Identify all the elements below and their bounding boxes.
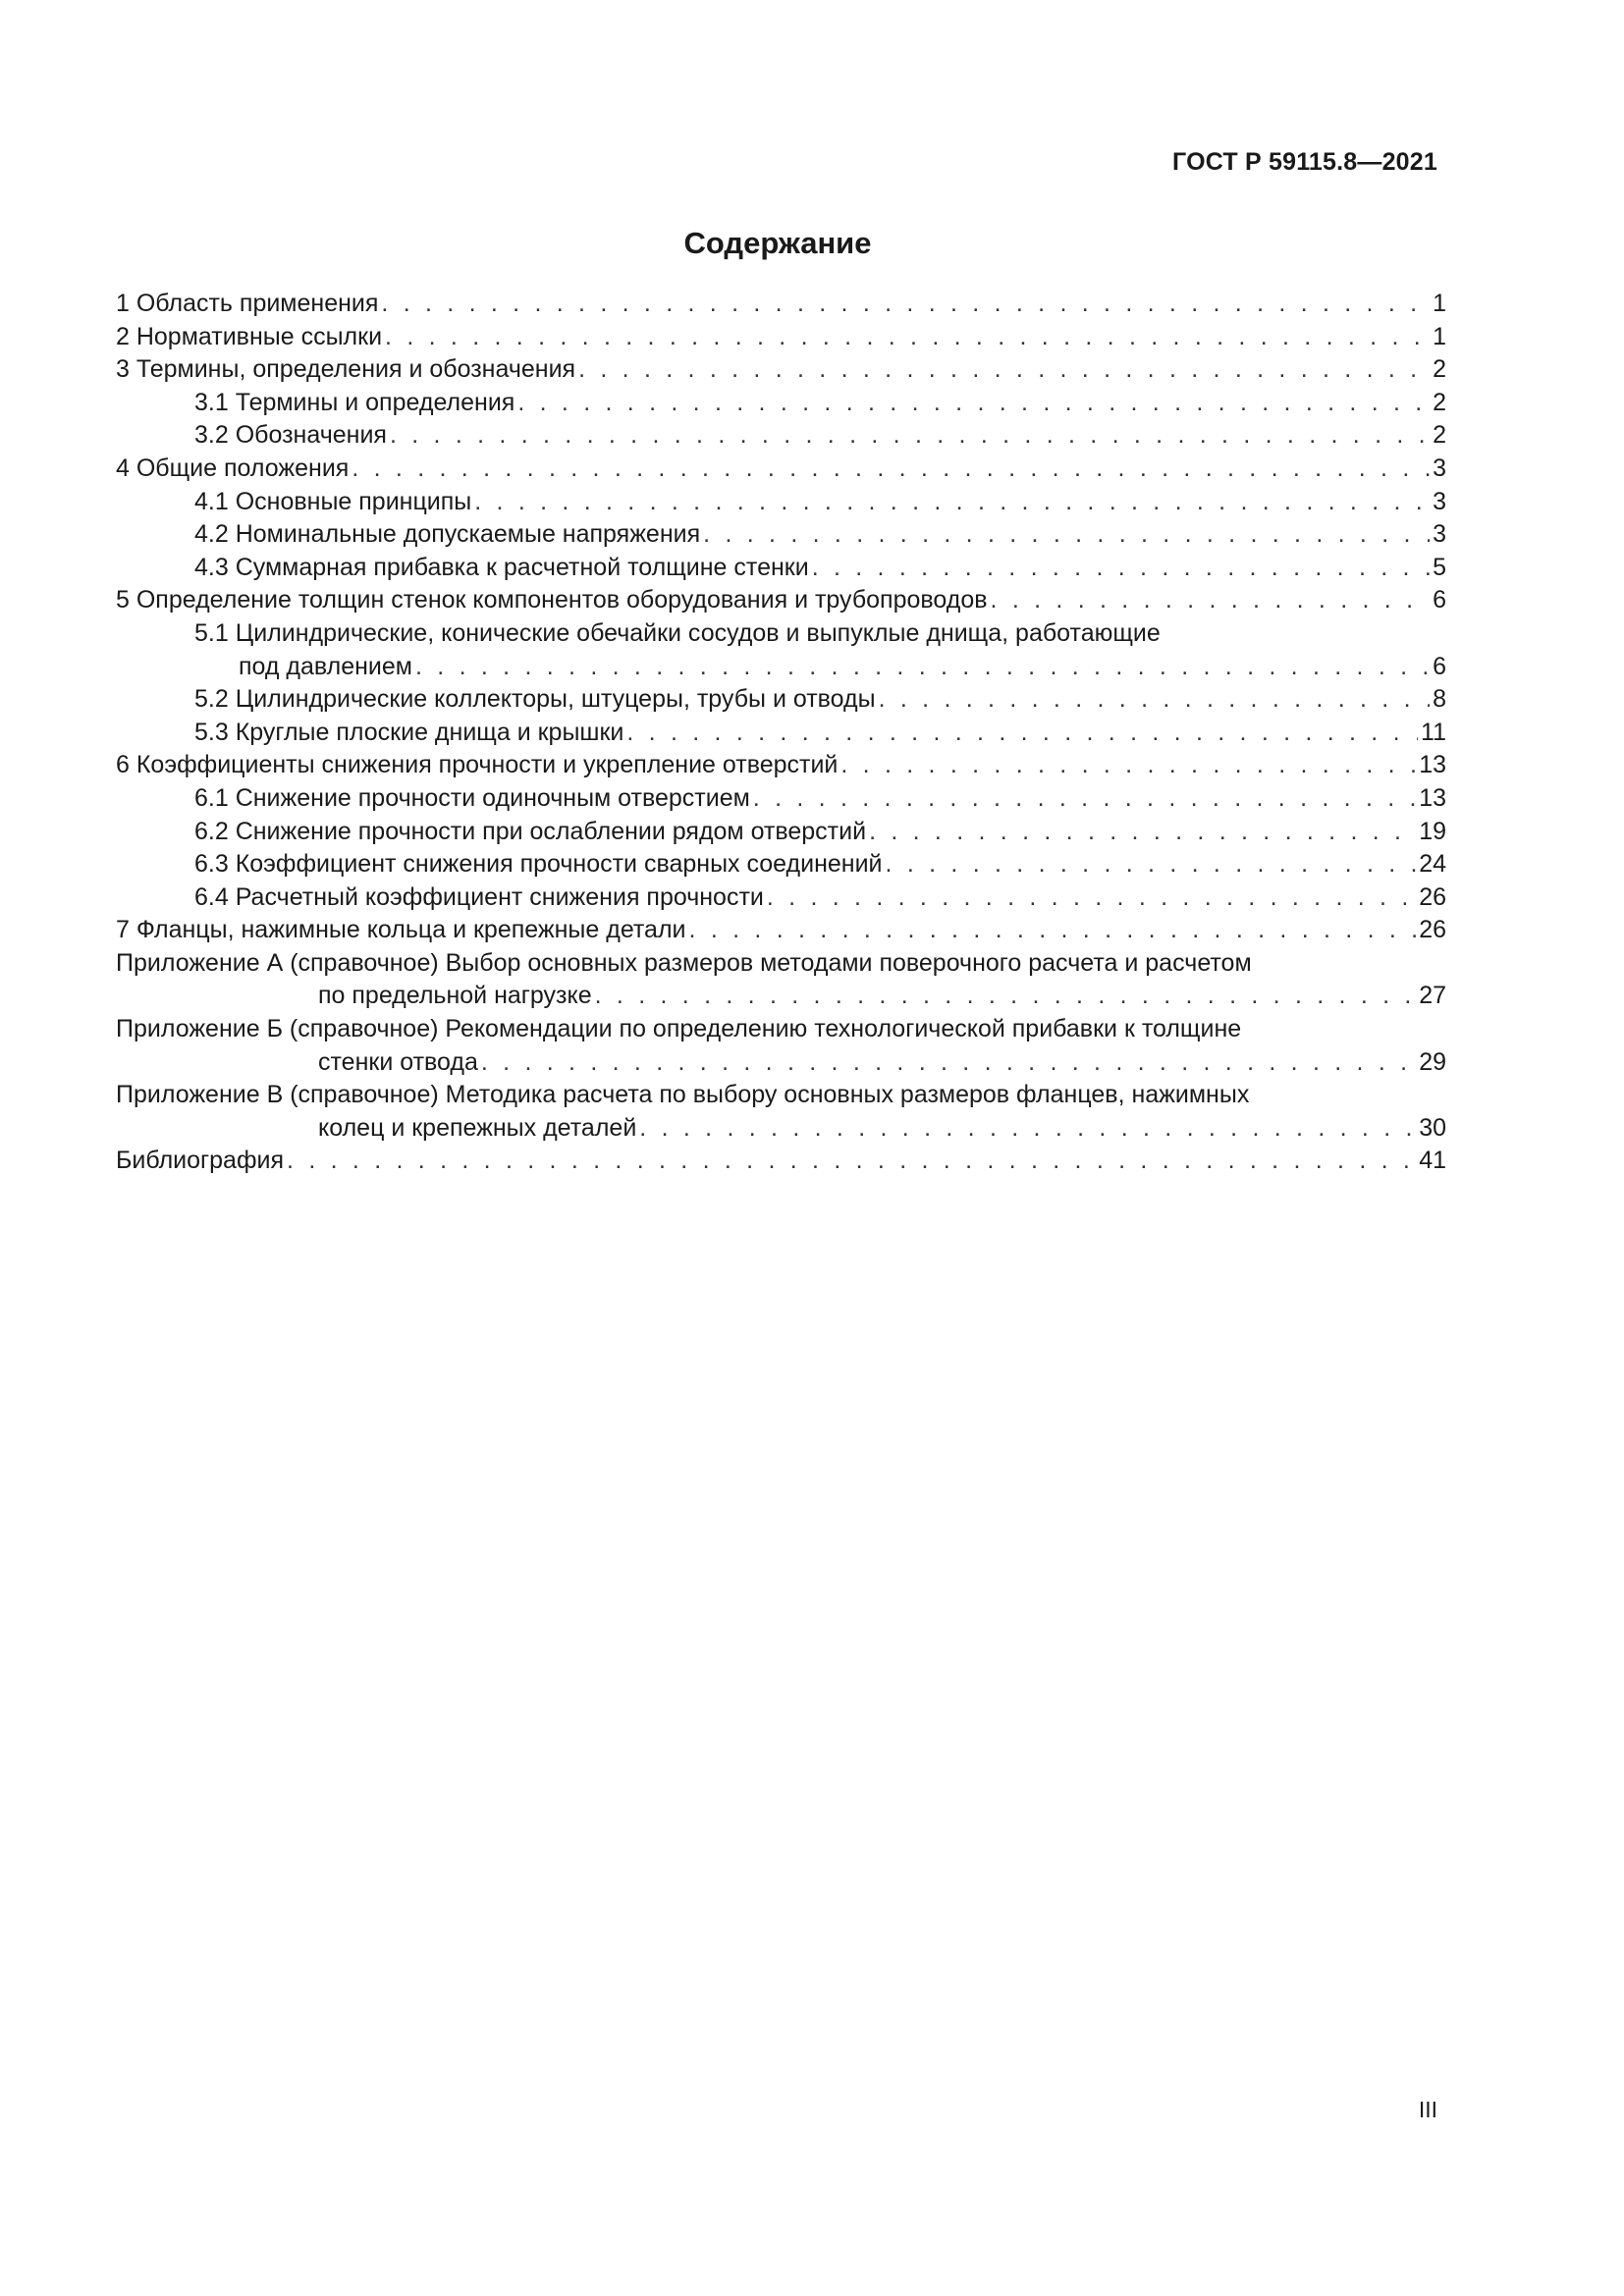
toc-subentry[interactable] xyxy=(116,683,1446,717)
toc-leader-dots xyxy=(352,453,1430,486)
toc-entry[interactable] xyxy=(116,914,1446,947)
toc-entry-page: 24 xyxy=(1419,850,1446,879)
toc-entry-page: 19 xyxy=(1419,817,1446,845)
toc-subentry[interactable] xyxy=(116,717,1446,750)
toc-subentry[interactable] xyxy=(116,419,1446,453)
toc-leader-dots xyxy=(991,584,1431,617)
toc-entry-page: 8 xyxy=(1433,685,1446,714)
toc-subentry[interactable] xyxy=(116,848,1446,881)
toc-entry-page: 41 xyxy=(1419,1147,1446,1175)
toc-subentry-continuation[interactable] xyxy=(116,651,1446,684)
toc-entry-text: Библиография xyxy=(116,1147,285,1175)
toc-entry-page: 6 xyxy=(1433,652,1446,680)
toc-entry-text: 3.1 Термины и определения xyxy=(194,388,515,416)
toc-entry-text: 5.2 Цилиндрические коллекторы, штуцеры, трубы и отводы xyxy=(194,685,876,714)
table-of-contents xyxy=(116,288,1446,1178)
toc-subentry[interactable] xyxy=(116,816,1446,849)
toc-leader-dots xyxy=(595,980,1417,1013)
toc-entry[interactable] xyxy=(116,453,1446,486)
toc-entry-page: 27 xyxy=(1419,982,1446,1010)
toc-leader-dots xyxy=(703,518,1430,552)
toc-entry-page: 30 xyxy=(1419,1113,1446,1142)
toc-entry-page: 26 xyxy=(1419,882,1446,911)
toc-entry-text-continuation: стенки отвода xyxy=(318,1047,478,1076)
toc-entry-text: 4.2 Номинальные допускаемые напряжения xyxy=(194,520,701,549)
toc-entry-page: 3 xyxy=(1433,454,1446,482)
toc-subentry[interactable] xyxy=(116,518,1446,552)
toc-leader-dots xyxy=(481,1046,1416,1080)
toc-entry[interactable] xyxy=(116,584,1446,617)
toc-title: Содержание xyxy=(683,226,872,260)
toc-subentry[interactable] xyxy=(116,387,1446,420)
toc-entry[interactable] xyxy=(116,1145,1446,1178)
toc-entry-text-continuation: колец и крепежных деталей xyxy=(318,1113,637,1142)
toc-appendix-entry[interactable] xyxy=(116,1079,1446,1112)
toc-leader-dots xyxy=(517,387,1430,420)
toc-entry-page: 2 xyxy=(1433,421,1446,450)
toc-entry-text-continuation: по предельной нагрузке xyxy=(318,982,592,1010)
toc-entry-text: 1 Область применения xyxy=(116,290,379,317)
toc-entry-text: 4.1 Основные принципы xyxy=(194,487,472,515)
toc-subentry[interactable] xyxy=(116,782,1446,816)
toc-entry-text: 6.3 Коэффициент снижения прочности сварных соединений xyxy=(194,850,883,879)
toc-subentry[interactable] xyxy=(116,552,1446,585)
toc-entry-text: 2 Нормативные ссылки xyxy=(116,322,383,350)
toc-leader-dots xyxy=(626,717,1418,750)
toc-entry-text: 6.4 Расчетный коэффициент снижения прочности xyxy=(194,882,764,911)
toc-entry[interactable] xyxy=(116,749,1446,782)
toc-entry-text: 3.2 Обозначения xyxy=(194,421,387,450)
toc-entry-text: 7 Фланцы, нажимные кольца и крепежные детали xyxy=(116,916,686,944)
toc-leader-dots xyxy=(753,782,1416,816)
toc-leader-dots xyxy=(869,816,1416,849)
toc-subentry[interactable] xyxy=(116,881,1446,915)
toc-leader-dots xyxy=(578,353,1430,387)
toc-entry-page: 13 xyxy=(1419,783,1446,812)
page-number: III xyxy=(1418,2097,1437,2122)
toc-subentry[interactable] xyxy=(116,617,1446,651)
toc-entry-page: 3 xyxy=(1433,487,1446,515)
toc-appendix-continuation[interactable] xyxy=(116,1112,1446,1146)
toc-leader-dots xyxy=(767,881,1416,915)
toc-subentry[interactable] xyxy=(116,486,1446,519)
toc-entry[interactable] xyxy=(116,288,1446,321)
toc-entry-text: Приложение А (справочное) Выбор основных размеров методами поверочного расчета и расчетом xyxy=(116,948,1252,977)
toc-entry[interactable] xyxy=(116,321,1446,354)
toc-entry-text: 6.1 Снижение прочности одиночным отверстием xyxy=(194,783,750,812)
toc-leader-dots xyxy=(287,1145,1416,1178)
toc-entry-text: 4.3 Суммарная прибавка к расчетной толщине стенки xyxy=(194,553,809,581)
toc-leader-dots xyxy=(474,486,1430,519)
toc-appendix-continuation[interactable] xyxy=(116,980,1446,1013)
toc-entry-text: 5.1 Цилиндрические, конические обечайки сосудов и выпуклые днища, работающие xyxy=(194,618,1161,647)
toc-entry-text: 6 Коэффициенты снижения прочности и укрепление отверстий xyxy=(116,751,839,779)
toc-leader-dots xyxy=(840,749,1416,782)
toc-appendix-entry[interactable] xyxy=(116,947,1446,981)
toc-entry-page: 1 xyxy=(1433,290,1446,317)
toc-entry-text: 4 Общие положения xyxy=(116,454,350,482)
toc-leader-dots xyxy=(415,651,1430,684)
toc-entry-page: 2 xyxy=(1433,355,1446,384)
toc-entry-text: Приложение Б (справочное) Рекомендации по определению технологической прибавки к толщине xyxy=(116,1015,1242,1043)
toc-entry-page: 1 xyxy=(1433,322,1446,350)
toc-entry-text: Приложение В (справочное) Методика расчета по выбору основных размеров фланцев, нажимных xyxy=(116,1081,1250,1109)
toc-leader-dots xyxy=(886,848,1417,881)
toc-entry-text: 6.2 Снижение прочности при ослаблении рядом отверстий xyxy=(194,817,867,845)
toc-entry-text-continuation: под давлением xyxy=(239,652,412,680)
toc-entry-text: 3 Термины, определения и обозначения xyxy=(116,355,576,384)
toc-entry-page: 5 xyxy=(1433,553,1446,581)
toc-appendix-entry[interactable] xyxy=(116,1013,1446,1046)
toc-leader-dots xyxy=(390,419,1430,453)
document-code: ГОСТ Р 59115.8—2021 xyxy=(1172,148,1437,176)
toc-entry-page: 2 xyxy=(1433,388,1446,416)
toc-entry-page: 29 xyxy=(1419,1047,1446,1076)
toc-leader-dots xyxy=(381,288,1430,321)
toc-leader-dots xyxy=(639,1112,1416,1146)
toc-entry-page: 6 xyxy=(1433,586,1446,614)
toc-leader-dots xyxy=(879,683,1431,717)
toc-leader-dots xyxy=(812,552,1430,585)
toc-appendix-continuation[interactable] xyxy=(116,1046,1446,1080)
toc-entry-text: 5.3 Круглые плоские днища и крышки xyxy=(194,718,624,746)
toc-leader-dots xyxy=(385,321,1430,354)
toc-entry-text: 5 Определение толщин стенок компонентов оборудования и трубопроводов xyxy=(116,586,988,614)
toc-entry-page: 11 xyxy=(1421,718,1446,746)
toc-entry[interactable] xyxy=(116,353,1446,387)
toc-entry-page: 3 xyxy=(1433,520,1446,549)
toc-entry-page: 13 xyxy=(1419,751,1446,779)
toc-entry-page: 26 xyxy=(1419,916,1446,944)
toc-leader-dots xyxy=(689,914,1417,947)
